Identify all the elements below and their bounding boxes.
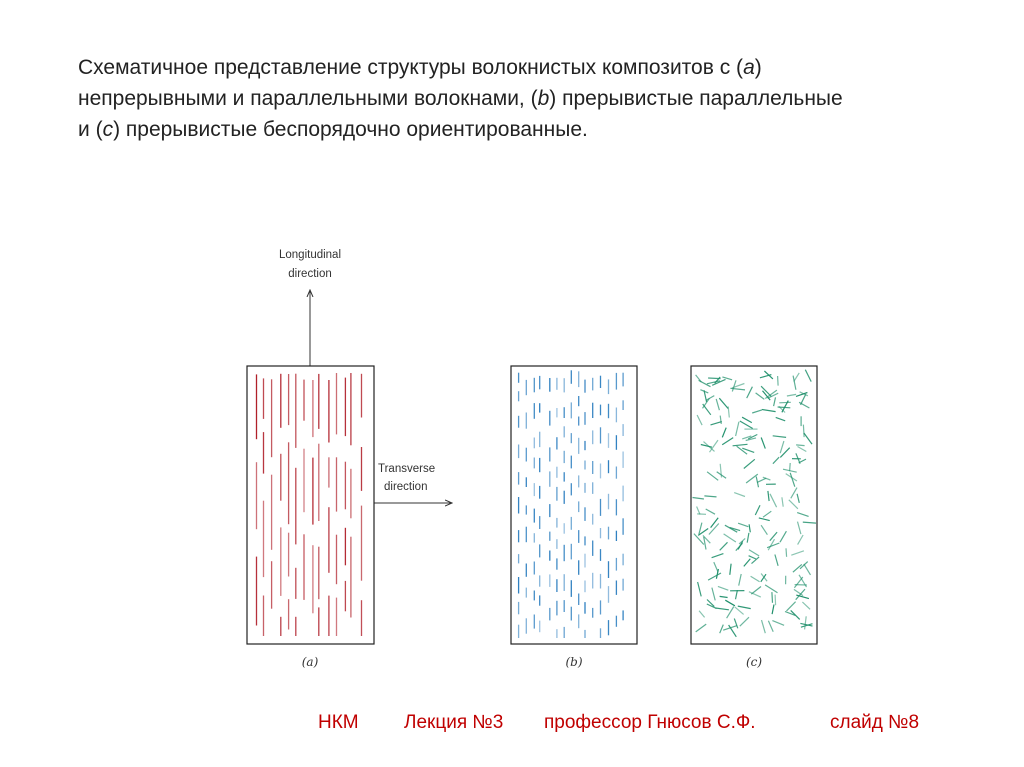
fiber-line	[761, 525, 767, 535]
fiber-line	[722, 438, 733, 445]
fiber-line	[789, 500, 798, 509]
fiber-line	[773, 436, 786, 438]
fiber-line	[764, 371, 773, 379]
fiber-line	[770, 494, 777, 507]
fiber-line	[716, 399, 719, 410]
fiber-line	[725, 600, 735, 606]
fiber-line	[770, 532, 777, 541]
fiber-line	[737, 446, 748, 454]
footer-course: НКМ	[318, 712, 359, 733]
title-line: и (c) прерывистые беспорядочно ориентированные.	[78, 118, 588, 141]
fiber-line	[780, 531, 786, 542]
fiber-line	[704, 496, 716, 497]
fiber-line	[799, 402, 809, 408]
fiber-line	[805, 616, 807, 629]
panel-a-fibers	[257, 373, 362, 636]
fiber-line	[709, 524, 719, 535]
fiber-line	[747, 533, 749, 543]
panel-a-label: (a)	[301, 655, 319, 669]
fiber-line	[765, 585, 777, 593]
fiber-line	[767, 543, 779, 548]
fiber-line	[798, 535, 804, 545]
fiber-line	[752, 410, 762, 413]
fiber-line	[719, 398, 728, 408]
fiber-line	[744, 559, 751, 567]
fiber-line	[791, 488, 797, 499]
fiber-line	[739, 574, 742, 586]
fiber-line	[763, 511, 771, 517]
fiber-line	[697, 507, 700, 515]
fiber-line	[749, 524, 750, 532]
fiber-line	[720, 625, 724, 634]
fiber-line	[749, 592, 761, 597]
fiber-line	[730, 564, 731, 575]
fiber-line	[738, 606, 751, 609]
fiber-line	[803, 522, 816, 523]
fiber-line	[706, 396, 714, 401]
fiber-line	[732, 380, 736, 391]
fiber-line	[761, 438, 765, 449]
fiber-line	[805, 370, 811, 382]
fiber-line	[759, 518, 770, 521]
fiber-line	[749, 550, 759, 556]
fiber-line	[755, 505, 760, 515]
fiber-line	[772, 605, 774, 615]
fiber-line	[740, 617, 749, 626]
transverse-label: direction	[384, 481, 428, 493]
footer-slide-number: слайд №8	[830, 712, 920, 733]
panel-c-fibers	[693, 370, 817, 637]
fiber-line	[751, 576, 760, 582]
fiber-line	[720, 596, 728, 597]
fiber-line	[733, 444, 748, 446]
panel-b-label: (b)	[565, 655, 583, 669]
fiber-line	[706, 509, 715, 514]
fiber-line	[738, 523, 748, 527]
fiber-line	[768, 621, 773, 632]
fiber-line	[791, 551, 804, 555]
transverse-label: Transverse	[378, 463, 436, 475]
fiber-line	[714, 562, 718, 572]
title-line: непрерывными и параллельными волокнами, (b) прерывистые параллельные	[78, 87, 843, 110]
fiber-line	[798, 447, 807, 452]
fiber-line	[762, 410, 776, 412]
fiber-line	[762, 620, 766, 633]
fiber-line	[787, 602, 796, 611]
longitudinal-label: Longitudinal	[278, 249, 342, 261]
longitudinal-label: direction	[288, 268, 332, 280]
fiber-line	[724, 534, 736, 542]
fiber-line	[803, 425, 804, 438]
fiber-line	[736, 422, 739, 436]
fiber-line	[722, 377, 732, 380]
fiber-line	[797, 494, 799, 503]
fiber-line	[774, 397, 776, 406]
fiber-line	[775, 595, 776, 606]
fiber-line	[799, 459, 806, 463]
fiber-line	[782, 497, 783, 506]
panel-b-frame	[511, 366, 637, 644]
fiber-line	[708, 573, 721, 580]
fiber-line	[735, 607, 744, 615]
fiber-line	[768, 491, 769, 501]
fiber-line	[712, 554, 724, 558]
fiber-line	[772, 621, 784, 626]
fiber-line	[736, 590, 738, 599]
fiber-line	[728, 407, 729, 418]
fiber-line	[772, 592, 773, 603]
fiber-line	[707, 472, 718, 481]
fiber-line	[720, 542, 728, 550]
footer-lecture: Лекция №3	[404, 712, 504, 733]
fiber-line	[804, 564, 811, 575]
fiber-line	[756, 393, 765, 399]
fiber-line	[718, 586, 728, 590]
fiber-line	[773, 457, 779, 464]
fiber-line	[791, 610, 800, 619]
fiber-line	[802, 602, 810, 609]
fiber-line	[698, 582, 702, 596]
fiber-line	[779, 402, 791, 403]
fiber-line	[712, 588, 715, 601]
fiber-line	[711, 422, 722, 425]
fiber-line	[776, 417, 786, 420]
title-line: Схематичное представление структуры волокнистых композитов с (a)	[78, 56, 762, 79]
fiber-line	[727, 607, 734, 619]
fiber-line	[787, 394, 796, 396]
fiber-line	[775, 555, 778, 566]
panel-c-label: (c)	[745, 655, 763, 669]
panel-b-fibers	[519, 370, 624, 638]
fiber-line	[751, 587, 761, 595]
fiber-line	[796, 445, 805, 446]
slide-footer	[0, 712, 1024, 742]
footer-author: профессор Гнюсов С.Ф.	[544, 712, 756, 733]
fiber-line	[790, 463, 791, 471]
fiber-line	[744, 459, 755, 468]
fiber-line	[696, 624, 707, 632]
fiber-line	[720, 416, 721, 424]
fiber-line	[798, 522, 801, 535]
fiber-line	[699, 611, 705, 618]
fiber-line	[778, 376, 779, 386]
fiber-line	[734, 493, 745, 497]
fiber-line	[742, 417, 752, 422]
fiber-line	[747, 387, 753, 398]
fiber-line	[804, 433, 812, 444]
fiber-line	[708, 378, 721, 379]
fiber-line	[697, 415, 702, 425]
fiber-line	[757, 478, 766, 482]
fiber-line	[693, 498, 704, 500]
fiber-line	[797, 513, 808, 517]
panel-a-frame	[247, 366, 374, 644]
fiber-line	[716, 608, 729, 610]
fiber-line	[794, 577, 802, 588]
fiber-line	[722, 428, 726, 438]
fiber-line	[780, 441, 784, 453]
fiber-line	[786, 548, 787, 557]
